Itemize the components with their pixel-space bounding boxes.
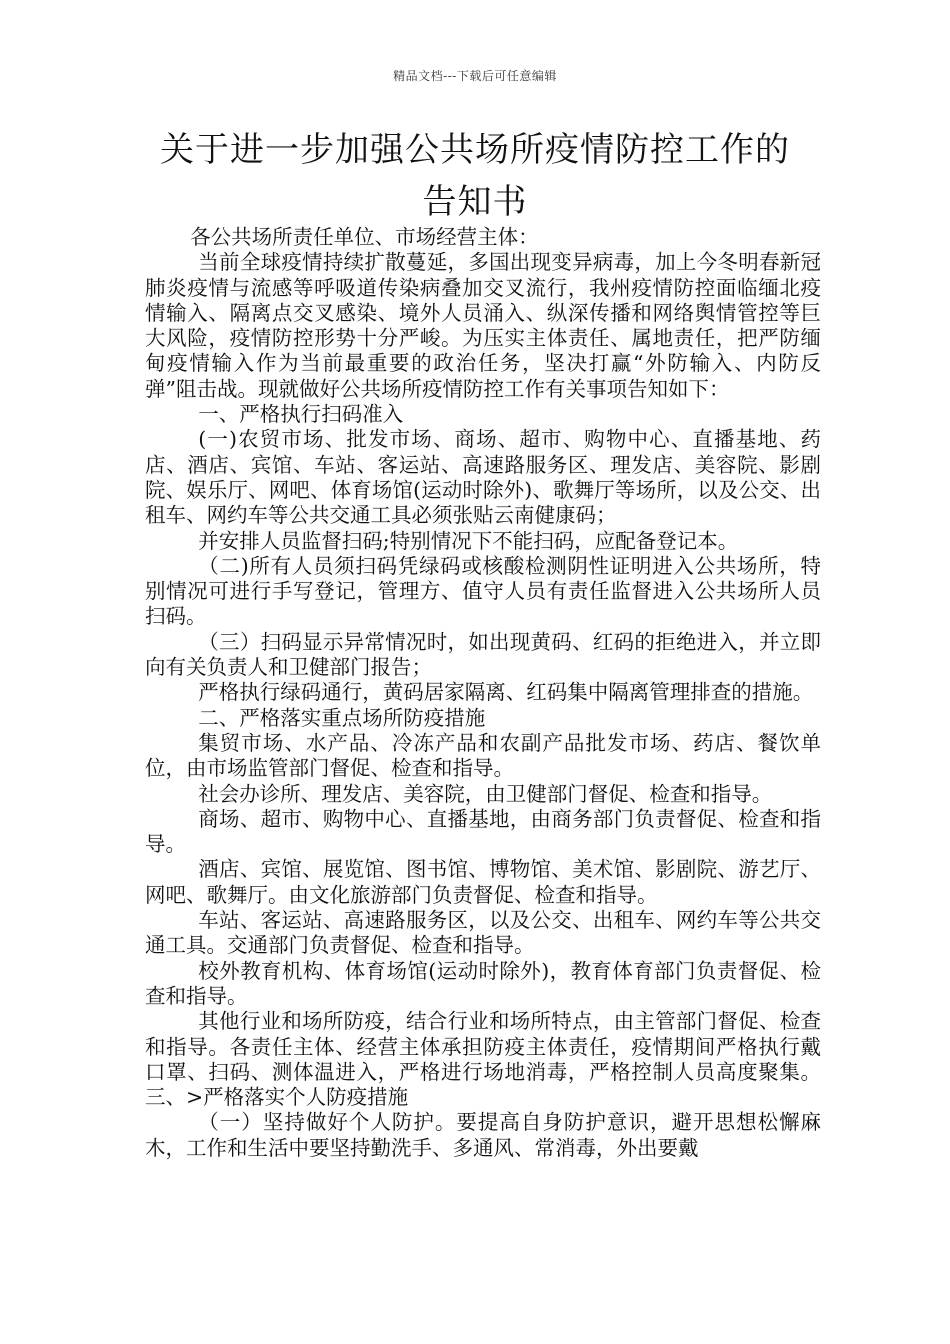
paragraph: 集贸市场、水产品、冷冻产品和农副产品批发市场、药店、餐饮单位，由市场监管部门督促、检查和指导。 [145,730,821,781]
paragraph: （一）坚持做好个人防护。要提高自身防护意识，避开思想松懈麻木，工作和生活中要坚持勤洗手、多通风、常消毒，外出要戴 [145,1110,821,1160]
paragraph: (一)农贸市场、批发市场、商场、超市、购物中心、直播基地、药店、酒店、宾馆、车站、客运站、高速路服务区、理发店、美容院、影剧院、娱乐厅、网吧、体育场馆(运动时除外)、歌舞厅等场所，以及公交、出租车、网约车等公共交通工具必须张贴云南健康码； [145,427,821,528]
salutation: 各公共场所责任单位、市场经营主体： [190,225,539,249]
document-title [100,124,850,228]
paragraph: 商场、超市、购物中心、直播基地，由商务部门负责督促、检查和指导。 [145,806,821,857]
paragraph: 并安排人员监督扫码;特别情况下不能扫码，应配备登记本。 [198,528,739,553]
paragraph: 校外教育机构、体育场馆(运动时除外)，教育体育部门负责督促、检查和指导。 [145,958,821,1008]
section-heading-1: 一、严格执行扫码准入 [198,402,404,427]
paragraph: 酒店、宾馆、展览馆、图书馆、博物馆、美术馆、影剧院、游艺厅、网吧、歌舞厅。由文化旅游部门负责督促、检查和指导。 [145,857,821,907]
document-body [145,225,821,1161]
title-line-2: 告知书 [422,182,528,222]
section-heading-2: 二、严格落实重点场所防疫措施 [198,705,486,730]
paragraph: 当前全球疫情持续扩散蔓延，多国出现变异病毒，加上今冬明春新冠肺炎疫情与流感等呼吸道传染病叠加交叉流行，我州疫情防控面临缅北疫情输入、隔离点交叉感染、境外人员涌入、纵深传播和网络舆情管控等巨大风险，疫情防控形势十分严峻。为压实主体责任、属地责任，把严防缅甸疫情输入作为当前最重要的政治任务，坚决打赢“外防输入、内防反弹”阻击战。现就做好公共场所疫情防控工作有关事项告知如下： [145,250,821,401]
paragraph: 车站、客运站、高速路服务区，以及公交、出租车、网约车等公共交通工具。交通部门负责督促、检查和指导。 [145,908,821,958]
header-note: 精品文档---下载后可任意编辑 [393,69,557,83]
paragraph: （三）扫码显示异常情况时，如出现黄码、红码的拒绝进入，并立即向有关负责人和卫健部门报告； [145,629,821,680]
paragraph: 其他行业和场所防疫，结合行业和场所特点，由主管部门督促、检查和指导。各责任主体、经营主体承担防疫主体责任，疫情期间严格执行戴口罩、扫码、测体温进入，严格进行场地消毒，严格控制人员高度聚集。三、>严格落实个人防疫措施 [145,1009,821,1110]
paragraph: 社会办诊所、理发店、美容院，由卫健部门督促、检查和指导。 [198,781,773,806]
paragraph: 严格执行绿码通行，黄码居家隔离、红码集中隔离管理排查的措施。 [198,680,814,705]
paragraph: （二)所有人员须扫码凭绿码或核酸检测阴性证明进入公共场所，特别情况可进行手写登记，管理方、值守人员有责任监督进入公共场所人员扫码。 [145,553,821,629]
title-line-1: 关于进一步加强公共场所疫情防控工作的 [160,130,790,170]
